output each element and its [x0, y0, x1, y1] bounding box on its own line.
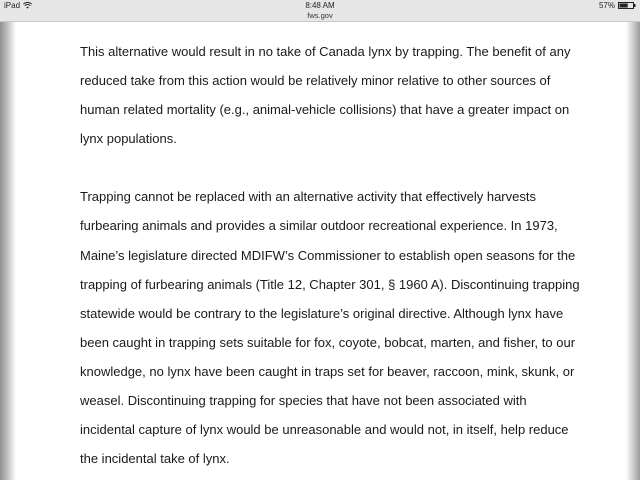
- status-time: 8:48 AM: [305, 1, 335, 10]
- paragraph-1: [80, 37, 620, 153]
- text-line: knowledge, no lynx have been caught in traps set for beaver, raccoon, mink, skunk, or: [80, 363, 575, 379]
- page-left-edge: [0, 22, 16, 480]
- paragraph-2: [80, 182, 620, 473]
- device-label: iPad: [4, 1, 21, 10]
- text-line: been caught in trapping sets suitable for fox, coyote, bobcat, marten, and fisher, to our: [80, 334, 576, 350]
- address-url[interactable]: fws.gov: [307, 11, 333, 20]
- battery-percent: 57%: [598, 1, 615, 10]
- battery-icon: [618, 2, 636, 9]
- page-right-edge: [626, 22, 640, 480]
- text-line: human related mortality (e.g., animal-vehicle collisions) that have a greater impact on: [80, 102, 570, 118]
- text-line: Trapping cannot be replaced with an alternative activity that effectively harvests: [80, 189, 536, 205]
- paragraph-gap: [80, 153, 620, 182]
- text-line: incidental capture of lynx would be unreasonable and would not, in itself, help reduce: [80, 422, 569, 438]
- text-line: reduced take from this action would be relatively minor relative to other sources of: [80, 73, 551, 89]
- text-line: furbearing animals and provides a similar outdoor recreational experience. In 1973,: [80, 218, 558, 234]
- text-line: lynx populations.: [80, 131, 177, 147]
- text-line: trapping of furbearing animals (Title 12, Chapter 301, § 1960 A). Discontinuing trapping: [80, 276, 580, 292]
- status-right: [599, 1, 636, 10]
- text-line: the incidental take of lynx.: [80, 451, 230, 467]
- text-line: weasel. Discontinuing trapping for species that have not been associated with: [80, 393, 527, 409]
- address-bar[interactable]: [0, 11, 640, 22]
- document-body: [80, 37, 620, 473]
- status-bar: [0, 0, 640, 11]
- text-line: This alternative would result in no take of Canada lynx by trapping. The benefit of any: [80, 44, 571, 59]
- text-line: Maine’s legislature directed MDIFW’s Commissioner to establish open seasons for the: [80, 247, 576, 263]
- text-line: statewide would be contrary to the legislature’s original directive. Although lynx have: [80, 305, 564, 321]
